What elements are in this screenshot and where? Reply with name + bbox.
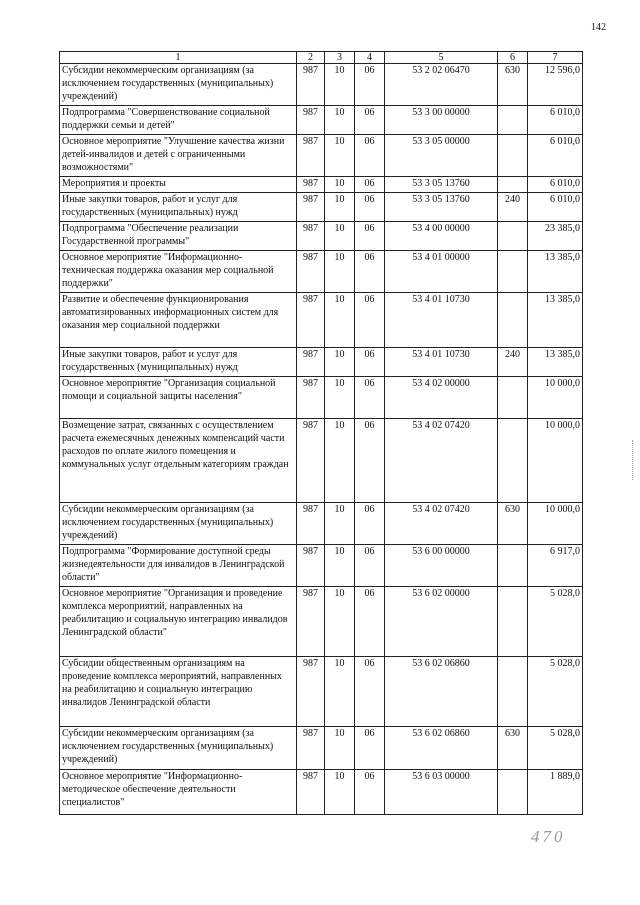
row-target-article: 53 3 05 13760 bbox=[385, 193, 498, 222]
row-name: Подпрограмма "Совершенствование социальной поддержки семьи и детей" bbox=[60, 106, 297, 135]
row-name: Возмещение затрат, связанных с осуществлением расчета ежемесячных денежных компенсаций части расходов по оплате жилого помещения и коммунальных услуг отдельным категориям граждан bbox=[60, 419, 297, 503]
table-row bbox=[60, 135, 583, 177]
table-row bbox=[60, 106, 583, 135]
row-subsection: 06 bbox=[355, 348, 385, 377]
row-subsection: 06 bbox=[355, 419, 385, 503]
table-row bbox=[60, 177, 583, 193]
row-sum: 13 385,0 bbox=[528, 251, 583, 293]
row-expense-type bbox=[498, 293, 528, 348]
row-name: Основное мероприятие "Организация и проведение комплекса мероприятий, направленных на реабилитацию и социальную интеграцию инвалидов Ленинградской области" bbox=[60, 587, 297, 657]
header-cell: 6 bbox=[498, 52, 528, 64]
row-code: 987 bbox=[297, 770, 325, 815]
row-expense-type bbox=[498, 587, 528, 657]
row-section: 10 bbox=[325, 193, 355, 222]
row-sum: 10 000,0 bbox=[528, 419, 583, 503]
row-code: 987 bbox=[297, 348, 325, 377]
row-target-article: 53 4 02 00000 bbox=[385, 377, 498, 419]
row-expense-type bbox=[498, 657, 528, 727]
row-sum: 5 028,0 bbox=[528, 727, 583, 770]
table-row bbox=[60, 193, 583, 222]
row-name: Мероприятия и проекты bbox=[60, 177, 297, 193]
row-code: 987 bbox=[297, 377, 325, 419]
row-expense-type bbox=[498, 106, 528, 135]
row-section: 10 bbox=[325, 222, 355, 251]
table-row bbox=[60, 293, 583, 348]
row-expense-type bbox=[498, 545, 528, 587]
row-section: 10 bbox=[325, 587, 355, 657]
row-code: 987 bbox=[297, 64, 325, 106]
page-number: 142 bbox=[591, 22, 606, 33]
row-expense-type bbox=[498, 419, 528, 503]
row-subsection: 06 bbox=[355, 177, 385, 193]
row-section: 10 bbox=[325, 64, 355, 106]
row-sum: 5 028,0 bbox=[528, 587, 583, 657]
row-target-article: 53 6 03 00000 bbox=[385, 770, 498, 815]
row-code: 987 bbox=[297, 657, 325, 727]
row-target-article: 53 3 05 00000 bbox=[385, 135, 498, 177]
row-subsection: 06 bbox=[355, 106, 385, 135]
row-section: 10 bbox=[325, 135, 355, 177]
row-target-article: 53 6 02 06860 bbox=[385, 727, 498, 770]
row-code: 987 bbox=[297, 193, 325, 222]
row-subsection: 06 bbox=[355, 135, 385, 177]
header-cell: 5 bbox=[385, 52, 498, 64]
row-name: Основное мероприятие "Организация социальной помощи и социальной защиты населения" bbox=[60, 377, 297, 419]
row-expense-type: 630 bbox=[498, 64, 528, 106]
table-row bbox=[60, 545, 583, 587]
row-subsection: 06 bbox=[355, 545, 385, 587]
row-name: Основное мероприятие "Информационно-техническая поддержка оказания мер социальной поддержки" bbox=[60, 251, 297, 293]
row-expense-type bbox=[498, 177, 528, 193]
table-row bbox=[60, 419, 583, 503]
row-code: 987 bbox=[297, 545, 325, 587]
row-section: 10 bbox=[325, 419, 355, 503]
header-cell: 7 bbox=[528, 52, 583, 64]
row-sum: 6 010,0 bbox=[528, 135, 583, 177]
row-target-article: 53 3 00 00000 bbox=[385, 106, 498, 135]
row-target-article: 53 6 02 06860 bbox=[385, 657, 498, 727]
row-subsection: 06 bbox=[355, 770, 385, 815]
row-target-article: 53 4 02 07420 bbox=[385, 503, 498, 545]
row-name: Субсидии некоммерческим организациям (за исключением государственных (муниципальных) учреждений) bbox=[60, 64, 297, 106]
row-subsection: 06 bbox=[355, 64, 385, 106]
row-subsection: 06 bbox=[355, 293, 385, 348]
row-expense-type bbox=[498, 251, 528, 293]
row-section: 10 bbox=[325, 503, 355, 545]
row-name: Основное мероприятие "Информационно-методическое обеспечение деятельности специалистов" bbox=[60, 770, 297, 815]
row-sum: 5 028,0 bbox=[528, 657, 583, 727]
scan-artifact bbox=[632, 440, 635, 480]
handwritten-number: 470 bbox=[531, 827, 566, 846]
table-row bbox=[60, 587, 583, 657]
row-name: Развитие и обеспечение функционирования автоматизированных информационных систем для оказания мер социальной поддержки bbox=[60, 293, 297, 348]
header-cell: 2 bbox=[297, 52, 325, 64]
row-code: 987 bbox=[297, 293, 325, 348]
row-code: 987 bbox=[297, 587, 325, 657]
row-name: Иные закупки товаров, работ и услуг для государственных (муниципальных) нужд bbox=[60, 193, 297, 222]
row-sum: 1 889,0 bbox=[528, 770, 583, 815]
row-expense-type bbox=[498, 770, 528, 815]
row-target-article: 53 4 01 10730 bbox=[385, 293, 498, 348]
row-code: 987 bbox=[297, 727, 325, 770]
row-section: 10 bbox=[325, 657, 355, 727]
row-subsection: 06 bbox=[355, 193, 385, 222]
row-code: 987 bbox=[297, 419, 325, 503]
row-target-article: 53 4 00 00000 bbox=[385, 222, 498, 251]
row-sum: 10 000,0 bbox=[528, 377, 583, 419]
row-name: Подпрограмма "Обеспечение реализации Государственной программы" bbox=[60, 222, 297, 251]
header-cell: 1 bbox=[60, 52, 297, 64]
row-expense-type: 240 bbox=[498, 193, 528, 222]
row-target-article: 53 2 02 06470 bbox=[385, 64, 498, 106]
row-expense-type: 240 bbox=[498, 348, 528, 377]
row-subsection: 06 bbox=[355, 377, 385, 419]
row-sum: 6 010,0 bbox=[528, 193, 583, 222]
row-target-article: 53 6 00 00000 bbox=[385, 545, 498, 587]
row-code: 987 bbox=[297, 503, 325, 545]
header-cell: 4 bbox=[355, 52, 385, 64]
row-subsection: 06 bbox=[355, 587, 385, 657]
row-section: 10 bbox=[325, 770, 355, 815]
row-subsection: 06 bbox=[355, 727, 385, 770]
row-section: 10 bbox=[325, 177, 355, 193]
row-code: 987 bbox=[297, 222, 325, 251]
row-code: 987 bbox=[297, 135, 325, 177]
row-subsection: 06 bbox=[355, 657, 385, 727]
row-target-article: 53 3 05 13760 bbox=[385, 177, 498, 193]
row-expense-type bbox=[498, 377, 528, 419]
row-target-article: 53 4 01 00000 bbox=[385, 251, 498, 293]
table-row bbox=[60, 770, 583, 815]
row-sum: 6 917,0 bbox=[528, 545, 583, 587]
row-sum: 12 596,0 bbox=[528, 64, 583, 106]
table-row bbox=[60, 377, 583, 419]
row-sum: 13 385,0 bbox=[528, 293, 583, 348]
row-section: 10 bbox=[325, 348, 355, 377]
row-name: Иные закупки товаров, работ и услуг для государственных (муниципальных) нужд bbox=[60, 348, 297, 377]
row-sum: 13 385,0 bbox=[528, 348, 583, 377]
row-subsection: 06 bbox=[355, 251, 385, 293]
budget-table bbox=[59, 51, 583, 815]
row-expense-type: 630 bbox=[498, 503, 528, 545]
row-section: 10 bbox=[325, 251, 355, 293]
table-row bbox=[60, 657, 583, 727]
row-expense-type bbox=[498, 135, 528, 177]
row-section: 10 bbox=[325, 727, 355, 770]
table-row bbox=[60, 251, 583, 293]
row-subsection: 06 bbox=[355, 503, 385, 545]
row-code: 987 bbox=[297, 106, 325, 135]
table-row bbox=[60, 64, 583, 106]
row-sum: 10 000,0 bbox=[528, 503, 583, 545]
row-section: 10 bbox=[325, 377, 355, 419]
row-code: 987 bbox=[297, 177, 325, 193]
table-row bbox=[60, 727, 583, 770]
row-section: 10 bbox=[325, 293, 355, 348]
row-target-article: 53 4 02 07420 bbox=[385, 419, 498, 503]
row-sum: 6 010,0 bbox=[528, 177, 583, 193]
row-name: Субсидии некоммерческим организациям (за исключением государственных (муниципальных) учреждений) bbox=[60, 727, 297, 770]
row-name: Подпрограмма "Формирование доступной среды жизнедеятельности для инвалидов в Ленинградской области" bbox=[60, 545, 297, 587]
row-section: 10 bbox=[325, 545, 355, 587]
row-code: 987 bbox=[297, 251, 325, 293]
table-row bbox=[60, 503, 583, 545]
row-sum: 6 010,0 bbox=[528, 106, 583, 135]
row-name: Основное мероприятие "Улучшение качества жизни детей-инвалидов и детей с ограниченными возможностями" bbox=[60, 135, 297, 177]
header-cell: 3 bbox=[325, 52, 355, 64]
row-expense-type bbox=[498, 222, 528, 251]
row-subsection: 06 bbox=[355, 222, 385, 251]
header-row bbox=[60, 52, 583, 64]
table-row bbox=[60, 222, 583, 251]
row-target-article: 53 6 02 00000 bbox=[385, 587, 498, 657]
row-name: Субсидии некоммерческим организациям (за исключением государственных (муниципальных) учреждений) bbox=[60, 503, 297, 545]
row-sum: 23 385,0 bbox=[528, 222, 583, 251]
table-row bbox=[60, 348, 583, 377]
row-section: 10 bbox=[325, 106, 355, 135]
row-target-article: 53 4 01 10730 bbox=[385, 348, 498, 377]
row-expense-type: 630 bbox=[498, 727, 528, 770]
row-name: Субсидии общественным организациям на проведение комплекса мероприятий, направленных на реабилитацию и социальную интеграцию инвалидов Ленинградской области bbox=[60, 657, 297, 727]
